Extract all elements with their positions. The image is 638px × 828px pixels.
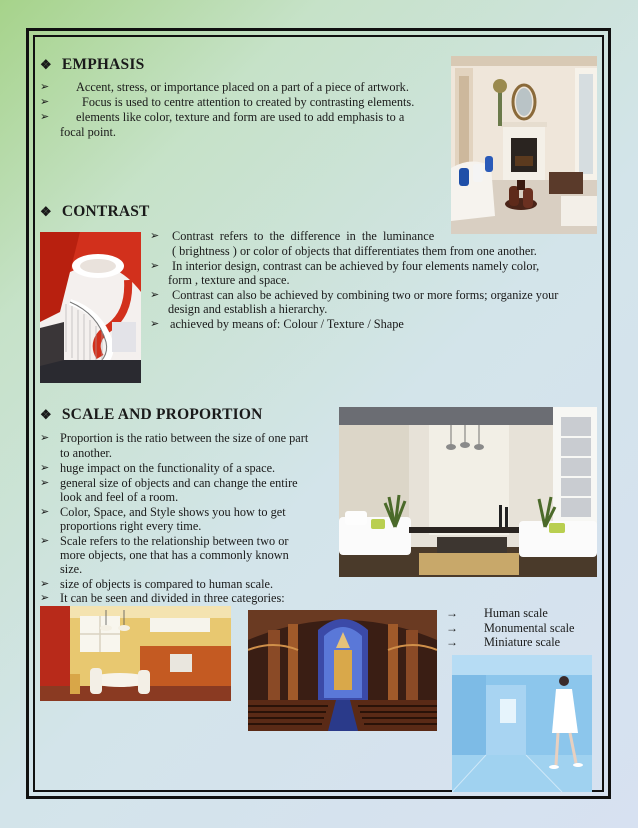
arrowhead-bullet-icon: ➢ [40,111,50,123]
emphasis-heading-text: EMPHASIS [61,56,145,73]
arrowhead-bullet-icon: ➢ [40,477,50,489]
scale-line-5: look and feel of a room. [60,490,179,504]
diamond-bullet-icon: ❖ [40,57,52,72]
scale-heading-text: SCALE AND PROPORTION [61,406,263,423]
contrast-line-4: form , texture and space. [168,273,290,287]
contrast-line-6: design and establish a hierarchy. [168,302,328,316]
scale-line-12: It can be seen and divided in three categories: [60,591,285,605]
scale-line-7: proportions right every time. [60,519,202,533]
arrowhead-bullet-icon: ➢ [40,462,50,474]
scale-heading [40,406,263,424]
arrowhead-bullet-icon: ➢ [150,230,160,242]
contrast-staircase-photo [40,232,141,383]
scale-line-3: huge impact on the functionality of a space. [60,461,276,475]
diamond-bullet-icon: ❖ [40,204,52,219]
contrast-line-5: Contrast can also be achieved by combining two or more forms; organize your [172,288,559,302]
scale-line-1: Proportion is the ratio between the size of one part [60,431,309,445]
arrowhead-bullet-icon: ➢ [40,592,50,604]
emphasis-bullet-3-cont: focal point. [60,125,117,139]
scale-line-11: size of objects is compared to human scale. [60,577,274,591]
scale-line-9: more objects, one that has a commonly known [60,548,289,562]
scale-living-room-photo [339,407,597,577]
arrowhead-bullet-icon: ➢ [40,506,50,518]
right-arrow-icon: → [446,606,458,620]
arrowhead-bullet-icon: ➢ [40,535,50,547]
contrast-line-3: In interior design, contrast can be achieved by four elements namely color, [172,259,540,273]
arrowhead-bullet-icon: ➢ [40,81,50,93]
right-arrow-icon: → [446,621,458,635]
arrowhead-bullet-icon: ➢ [40,432,50,444]
cathedral-photo [248,610,437,731]
miniature-scale-photo [452,655,592,792]
arrowhead-bullet-icon: ➢ [150,318,160,330]
arrowhead-bullet-icon: ➢ [150,260,160,272]
scale-line-8: Scale refers to the relationship between two or [60,534,289,548]
right-arrow-icon: → [446,635,458,649]
emphasis-bullet-1: Accent, stress, or importance placed on a part of a piece of artwork. [76,80,409,94]
contrast-heading [40,203,150,221]
emphasis-room-photo [451,56,597,234]
contrast-line-7: achieved by means of: Colour / Texture / Shape [170,317,404,331]
category-human-scale: Human scale [484,606,548,620]
contrast-line-2: ( brightness ) or color of objects that differentiates them from one another. [172,244,537,258]
emphasis-heading [40,56,144,74]
emphasis-bullet-3: elements like color, texture and form are used to add emphasis to a [76,110,405,124]
arrowhead-bullet-icon: ➢ [40,578,50,590]
category-monumental-scale: Monumental scale [484,621,575,635]
scale-line-2: to another. [60,446,112,460]
arrowhead-bullet-icon: ➢ [150,289,160,301]
scale-line-4: general size of objects and can change the entire [60,476,298,490]
kitchen-photo [40,606,231,701]
scale-line-10: size. [60,562,83,576]
scale-line-6: Color, Space, and Style shows you how to get [60,505,286,519]
category-miniature-scale: Miniature scale [484,635,561,649]
arrowhead-bullet-icon: ➢ [40,96,50,108]
contrast-heading-text: CONTRAST [61,203,150,220]
contrast-line-1: Contrast refers to the difference in the luminance [172,229,435,243]
emphasis-bullet-2: Focus is used to centre attention to created by contrasting elements. [82,95,415,109]
diamond-bullet-icon: ❖ [40,407,52,422]
